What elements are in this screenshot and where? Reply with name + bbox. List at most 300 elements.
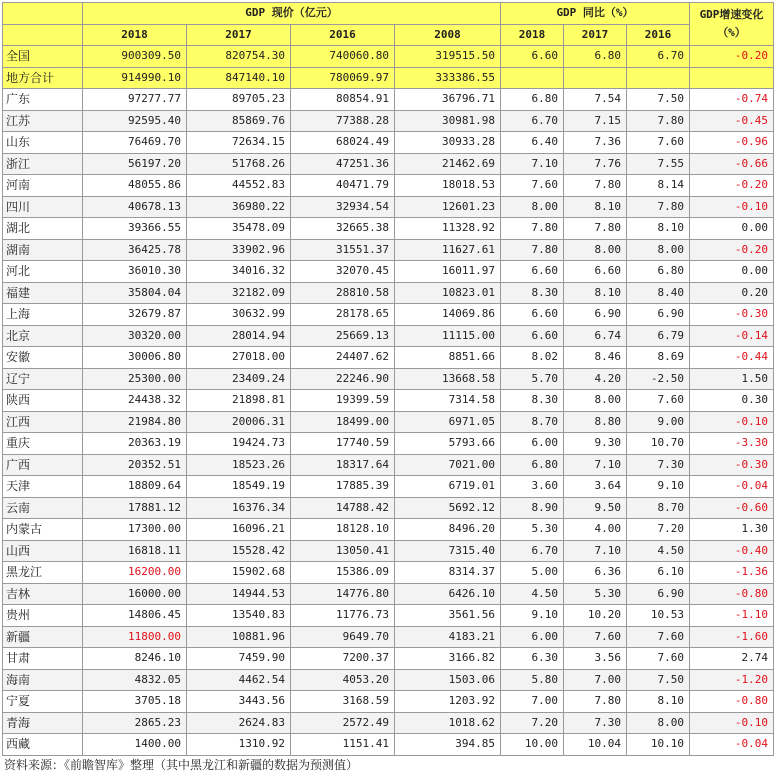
value-cell: 4462.54 xyxy=(187,669,291,691)
value-cell: 8.69 xyxy=(627,347,690,369)
year-header: 2016 xyxy=(627,24,690,46)
value-cell: 1503.06 xyxy=(395,669,501,691)
region-name: 地方合计 xyxy=(3,67,83,89)
value-cell: 820754.30 xyxy=(187,46,291,68)
year-header: 2016 xyxy=(291,24,395,46)
value-cell: 6.80 xyxy=(501,89,564,111)
value-cell: 47251.36 xyxy=(291,153,395,175)
value-cell: 40678.13 xyxy=(83,196,187,218)
value-cell: 16011.97 xyxy=(395,261,501,283)
value-cell: 17740.59 xyxy=(291,433,395,455)
value-cell: 7.15 xyxy=(564,110,627,132)
value-cell: 14806.45 xyxy=(83,605,187,627)
value-cell: 2.74 xyxy=(690,648,774,670)
table-row xyxy=(3,218,774,240)
year-header: 2017 xyxy=(564,24,627,46)
value-cell: 3166.82 xyxy=(395,648,501,670)
year-header: 2018 xyxy=(501,24,564,46)
value-cell: 5.80 xyxy=(501,669,564,691)
table-row xyxy=(3,519,774,541)
value-cell: 8.00 xyxy=(501,196,564,218)
value-cell: 15386.09 xyxy=(291,562,395,584)
table-row xyxy=(3,540,774,562)
value-cell: 6.90 xyxy=(627,583,690,605)
gdp-change-header xyxy=(690,3,774,46)
value-cell: 85869.76 xyxy=(187,110,291,132)
value-cell: 7.30 xyxy=(627,454,690,476)
value-cell: 13540.83 xyxy=(187,605,291,627)
value-cell: 7.80 xyxy=(564,218,627,240)
value-cell: 6.70 xyxy=(501,110,564,132)
region-name: 海南 xyxy=(3,669,83,691)
value-cell: 2572.49 xyxy=(291,712,395,734)
table-row xyxy=(3,175,774,197)
value-cell: 16096.21 xyxy=(187,519,291,541)
value-cell: 6.60 xyxy=(564,261,627,283)
value-cell: 7.54 xyxy=(564,89,627,111)
value-cell: 7.80 xyxy=(564,691,627,713)
table-row xyxy=(3,390,774,412)
value-cell: 10823.01 xyxy=(395,282,501,304)
value-cell: 36425.78 xyxy=(83,239,187,261)
value-cell: 7.00 xyxy=(501,691,564,713)
value-cell: 6.36 xyxy=(564,562,627,584)
value-cell: 9.00 xyxy=(627,411,690,433)
table-row xyxy=(3,261,774,283)
value-cell: 8.80 xyxy=(564,411,627,433)
value-cell: 7.60 xyxy=(501,175,564,197)
region-name: 广西 xyxy=(3,454,83,476)
value-cell: 80854.91 xyxy=(291,89,395,111)
value-cell: 32182.09 xyxy=(187,282,291,304)
value-cell: 8.14 xyxy=(627,175,690,197)
value-cell: -0.10 xyxy=(690,712,774,734)
value-cell: 17881.12 xyxy=(83,497,187,519)
table-row xyxy=(3,648,774,670)
value-cell: 6.70 xyxy=(501,540,564,562)
value-cell: 18018.53 xyxy=(395,175,501,197)
table-row xyxy=(3,454,774,476)
value-cell: 7.20 xyxy=(501,712,564,734)
value-cell: 900309.50 xyxy=(83,46,187,68)
value-cell: 7.10 xyxy=(501,153,564,175)
table-row xyxy=(3,605,774,627)
region-name: 黑龙江 xyxy=(3,562,83,584)
table-row xyxy=(3,304,774,326)
value-cell: 7.10 xyxy=(564,540,627,562)
value-cell: -0.04 xyxy=(690,734,774,756)
value-cell: 19399.59 xyxy=(291,390,395,412)
table-row xyxy=(3,669,774,691)
value-cell: 17885.39 xyxy=(291,476,395,498)
value-cell: -0.40 xyxy=(690,540,774,562)
value-cell: 14788.42 xyxy=(291,497,395,519)
value-cell: -0.60 xyxy=(690,497,774,519)
value-cell: 8.30 xyxy=(501,282,564,304)
table-row xyxy=(3,583,774,605)
region-name: 重庆 xyxy=(3,433,83,455)
value-cell: 51768.26 xyxy=(187,153,291,175)
value-cell: -1.20 xyxy=(690,669,774,691)
value-cell: -1.10 xyxy=(690,605,774,627)
value-cell: 5.00 xyxy=(501,562,564,584)
value-cell: -0.20 xyxy=(690,239,774,261)
value-cell xyxy=(690,67,774,89)
value-cell: -0.10 xyxy=(690,196,774,218)
value-cell: 14776.80 xyxy=(291,583,395,605)
value-cell: -0.80 xyxy=(690,583,774,605)
region-name: 广东 xyxy=(3,89,83,111)
region-name: 北京 xyxy=(3,325,83,347)
value-cell: 31551.37 xyxy=(291,239,395,261)
value-cell: 8.70 xyxy=(627,497,690,519)
value-cell: 8.00 xyxy=(564,239,627,261)
table-row xyxy=(3,347,774,369)
value-cell: 24438.32 xyxy=(83,390,187,412)
value-cell: 3561.56 xyxy=(395,605,501,627)
value-cell: 6.60 xyxy=(501,261,564,283)
value-cell: 6.90 xyxy=(564,304,627,326)
value-cell: 780069.97 xyxy=(291,67,395,89)
value-cell: 4.20 xyxy=(564,368,627,390)
value-cell: 6.60 xyxy=(501,325,564,347)
region-name: 云南 xyxy=(3,497,83,519)
value-cell: 6.80 xyxy=(564,46,627,68)
table-row xyxy=(3,196,774,218)
table-row xyxy=(3,153,774,175)
value-cell: 7.30 xyxy=(564,712,627,734)
value-cell: 4.50 xyxy=(627,540,690,562)
value-cell: 8314.37 xyxy=(395,562,501,584)
value-cell: 7.60 xyxy=(627,626,690,648)
value-cell: 17300.00 xyxy=(83,519,187,541)
table-body xyxy=(3,46,774,756)
value-cell: 97277.77 xyxy=(83,89,187,111)
region-name: 河北 xyxy=(3,261,83,283)
value-cell: 8.00 xyxy=(627,712,690,734)
value-cell: 14069.86 xyxy=(395,304,501,326)
value-cell: 10881.96 xyxy=(187,626,291,648)
table-row xyxy=(3,691,774,713)
value-cell: 6.00 xyxy=(501,433,564,455)
value-cell: 16200.00 xyxy=(83,562,187,584)
value-cell: 5.30 xyxy=(501,519,564,541)
table-row xyxy=(3,46,774,68)
table-row xyxy=(3,132,774,154)
source-note: 资料来源：《前瞻智库》整理（其中黑龙江和新疆的数据为预测值） xyxy=(4,758,359,772)
value-cell: 30006.80 xyxy=(83,347,187,369)
value-cell: -0.44 xyxy=(690,347,774,369)
gdp-price-header: GDP 现价（亿元） xyxy=(83,3,501,25)
value-cell: 35478.09 xyxy=(187,218,291,240)
value-cell: 6.80 xyxy=(627,261,690,283)
value-cell: 5.30 xyxy=(564,583,627,605)
value-cell: 5793.66 xyxy=(395,433,501,455)
value-cell: 4183.21 xyxy=(395,626,501,648)
value-cell: 1203.92 xyxy=(395,691,501,713)
region-name: 上海 xyxy=(3,304,83,326)
value-cell: 36796.71 xyxy=(395,89,501,111)
value-cell: 3168.59 xyxy=(291,691,395,713)
region-name: 天津 xyxy=(3,476,83,498)
value-cell: -0.30 xyxy=(690,454,774,476)
value-cell: 28810.58 xyxy=(291,282,395,304)
value-cell: 18128.10 xyxy=(291,519,395,541)
value-cell: 11776.73 xyxy=(291,605,395,627)
value-cell: -0.10 xyxy=(690,411,774,433)
value-cell: 7.80 xyxy=(564,175,627,197)
value-cell: 6.60 xyxy=(501,304,564,326)
value-cell: 9649.70 xyxy=(291,626,395,648)
value-cell: 18549.19 xyxy=(187,476,291,498)
value-cell: 9.50 xyxy=(564,497,627,519)
header-corner xyxy=(3,3,83,25)
value-cell: -3.30 xyxy=(690,433,774,455)
region-name: 新疆 xyxy=(3,626,83,648)
region-name: 西藏 xyxy=(3,734,83,756)
header-row-2 xyxy=(3,24,774,46)
value-cell: -0.80 xyxy=(690,691,774,713)
value-cell: 76469.70 xyxy=(83,132,187,154)
region-name: 山东 xyxy=(3,132,83,154)
value-cell: 6.80 xyxy=(501,454,564,476)
value-cell: 16818.11 xyxy=(83,540,187,562)
value-cell: 18317.64 xyxy=(291,454,395,476)
value-cell: 33902.96 xyxy=(187,239,291,261)
value-cell: 0.20 xyxy=(690,282,774,304)
value-cell: 7.10 xyxy=(564,454,627,476)
region-name: 湖南 xyxy=(3,239,83,261)
value-cell: 7314.58 xyxy=(395,390,501,412)
value-cell: -2.50 xyxy=(627,368,690,390)
table-row xyxy=(3,497,774,519)
value-cell: 7200.37 xyxy=(291,648,395,670)
value-cell: 10.53 xyxy=(627,605,690,627)
value-cell: -0.04 xyxy=(690,476,774,498)
value-cell: 48055.86 xyxy=(83,175,187,197)
value-cell: 7.36 xyxy=(564,132,627,154)
value-cell: 0.00 xyxy=(690,261,774,283)
value-cell: 8246.10 xyxy=(83,648,187,670)
value-cell: 44552.83 xyxy=(187,175,291,197)
gdp-change-unit: （%） xyxy=(717,26,746,39)
value-cell: 6.79 xyxy=(627,325,690,347)
value-cell: 8.10 xyxy=(564,196,627,218)
region-name: 四川 xyxy=(3,196,83,218)
table-row xyxy=(3,67,774,89)
value-cell: 8.46 xyxy=(564,347,627,369)
value-cell: 8.70 xyxy=(501,411,564,433)
value-cell: 25669.13 xyxy=(291,325,395,347)
value-cell: 23409.24 xyxy=(187,368,291,390)
value-cell: 3.64 xyxy=(564,476,627,498)
value-cell: 4832.05 xyxy=(83,669,187,691)
value-cell: 56197.20 xyxy=(83,153,187,175)
value-cell: 32070.45 xyxy=(291,261,395,283)
value-cell: 18523.26 xyxy=(187,454,291,476)
value-cell: 8.02 xyxy=(501,347,564,369)
value-cell: 30981.98 xyxy=(395,110,501,132)
value-cell: 36980.22 xyxy=(187,196,291,218)
value-cell: -0.45 xyxy=(690,110,774,132)
value-cell: 0.30 xyxy=(690,390,774,412)
value-cell: 847140.10 xyxy=(187,67,291,89)
value-cell: 19424.73 xyxy=(187,433,291,455)
value-cell: -0.30 xyxy=(690,304,774,326)
value-cell: 32679.87 xyxy=(83,304,187,326)
value-cell: 11115.00 xyxy=(395,325,501,347)
value-cell: 39366.55 xyxy=(83,218,187,240)
region-name: 江西 xyxy=(3,411,83,433)
value-cell: 4053.20 xyxy=(291,669,395,691)
value-cell: 914990.10 xyxy=(83,67,187,89)
region-name: 安徽 xyxy=(3,347,83,369)
value-cell: 7.80 xyxy=(501,218,564,240)
region-name: 甘肃 xyxy=(3,648,83,670)
value-cell: 7.55 xyxy=(627,153,690,175)
value-cell: 3.60 xyxy=(501,476,564,498)
value-cell: 30632.99 xyxy=(187,304,291,326)
table-row xyxy=(3,734,774,756)
value-cell: 15528.42 xyxy=(187,540,291,562)
value-cell: 89705.23 xyxy=(187,89,291,111)
region-name: 福建 xyxy=(3,282,83,304)
value-cell: 20006.31 xyxy=(187,411,291,433)
value-cell: 8851.66 xyxy=(395,347,501,369)
table-row xyxy=(3,626,774,648)
value-cell: 72634.15 xyxy=(187,132,291,154)
table-row xyxy=(3,239,774,261)
value-cell: 1.50 xyxy=(690,368,774,390)
region-name: 辽宁 xyxy=(3,368,83,390)
value-cell: 1151.41 xyxy=(291,734,395,756)
value-cell: 7.60 xyxy=(627,390,690,412)
table-row xyxy=(3,368,774,390)
year-header: 2017 xyxy=(187,24,291,46)
region-name: 吉林 xyxy=(3,583,83,605)
region-name: 山西 xyxy=(3,540,83,562)
table-row xyxy=(3,282,774,304)
value-cell: 6971.05 xyxy=(395,411,501,433)
value-cell: 3443.56 xyxy=(187,691,291,713)
value-cell: 740060.80 xyxy=(291,46,395,68)
value-cell: 20363.19 xyxy=(83,433,187,455)
region-name: 浙江 xyxy=(3,153,83,175)
value-cell: 18499.00 xyxy=(291,411,395,433)
value-cell: 11627.61 xyxy=(395,239,501,261)
value-cell: 35804.04 xyxy=(83,282,187,304)
header-row-1 xyxy=(3,3,774,25)
value-cell: 319515.50 xyxy=(395,46,501,68)
value-cell: 6.70 xyxy=(627,46,690,68)
value-cell: 11328.92 xyxy=(395,218,501,240)
value-cell: 68024.49 xyxy=(291,132,395,154)
table-row xyxy=(3,476,774,498)
value-cell: 77388.28 xyxy=(291,110,395,132)
value-cell: 2624.83 xyxy=(187,712,291,734)
value-cell: 8.90 xyxy=(501,497,564,519)
table-row xyxy=(3,110,774,132)
region-name: 湖北 xyxy=(3,218,83,240)
value-cell: 10.04 xyxy=(564,734,627,756)
value-cell: 14944.53 xyxy=(187,583,291,605)
value-cell: 13050.41 xyxy=(291,540,395,562)
table-row xyxy=(3,89,774,111)
value-cell: 27018.00 xyxy=(187,347,291,369)
value-cell: 6.30 xyxy=(501,648,564,670)
value-cell: 22246.90 xyxy=(291,368,395,390)
region-name: 贵州 xyxy=(3,605,83,627)
value-cell: 36010.30 xyxy=(83,261,187,283)
value-cell: 9.10 xyxy=(501,605,564,627)
value-cell: 6.00 xyxy=(501,626,564,648)
value-cell: 8.10 xyxy=(627,691,690,713)
value-cell: 30320.00 xyxy=(83,325,187,347)
value-cell: 7459.90 xyxy=(187,648,291,670)
table-row xyxy=(3,712,774,734)
value-cell: 4.00 xyxy=(564,519,627,541)
table-row xyxy=(3,411,774,433)
value-cell: 6.60 xyxy=(501,46,564,68)
value-cell: 7.20 xyxy=(627,519,690,541)
value-cell: 21898.81 xyxy=(187,390,291,412)
value-cell: 24407.62 xyxy=(291,347,395,369)
value-cell: -0.14 xyxy=(690,325,774,347)
value-cell: 6.74 xyxy=(564,325,627,347)
value-cell: 13668.58 xyxy=(395,368,501,390)
value-cell: 1400.00 xyxy=(83,734,187,756)
value-cell: 6.90 xyxy=(627,304,690,326)
value-cell: 7021.00 xyxy=(395,454,501,476)
value-cell: 92595.40 xyxy=(83,110,187,132)
value-cell: 21984.80 xyxy=(83,411,187,433)
value-cell xyxy=(501,67,564,89)
value-cell: 10.00 xyxy=(501,734,564,756)
value-cell: 40471.79 xyxy=(291,175,395,197)
value-cell: 3.56 xyxy=(564,648,627,670)
value-cell: 11800.00 xyxy=(83,626,187,648)
value-cell: 7.80 xyxy=(627,196,690,218)
value-cell: 9.10 xyxy=(627,476,690,498)
value-cell: -1.60 xyxy=(690,626,774,648)
table-row xyxy=(3,325,774,347)
value-cell: 8.00 xyxy=(627,239,690,261)
value-cell: 4.50 xyxy=(501,583,564,605)
value-cell: -0.20 xyxy=(690,175,774,197)
value-cell: 8496.20 xyxy=(395,519,501,541)
value-cell: 8.00 xyxy=(564,390,627,412)
region-name: 宁夏 xyxy=(3,691,83,713)
value-cell: 6.10 xyxy=(627,562,690,584)
value-cell: -0.66 xyxy=(690,153,774,175)
value-cell: 7.76 xyxy=(564,153,627,175)
value-cell: 7315.40 xyxy=(395,540,501,562)
value-cell: 6.40 xyxy=(501,132,564,154)
value-cell: -0.74 xyxy=(690,89,774,111)
value-cell: 34016.32 xyxy=(187,261,291,283)
value-cell: 18809.64 xyxy=(83,476,187,498)
value-cell: 1018.62 xyxy=(395,712,501,734)
value-cell: 1.30 xyxy=(690,519,774,541)
table-row xyxy=(3,433,774,455)
value-cell: 7.80 xyxy=(501,239,564,261)
value-cell: -0.20 xyxy=(690,46,774,68)
value-cell xyxy=(564,67,627,89)
value-cell: 2865.23 xyxy=(83,712,187,734)
value-cell: 7.50 xyxy=(627,89,690,111)
value-cell: 30933.28 xyxy=(395,132,501,154)
value-cell: 25300.00 xyxy=(83,368,187,390)
